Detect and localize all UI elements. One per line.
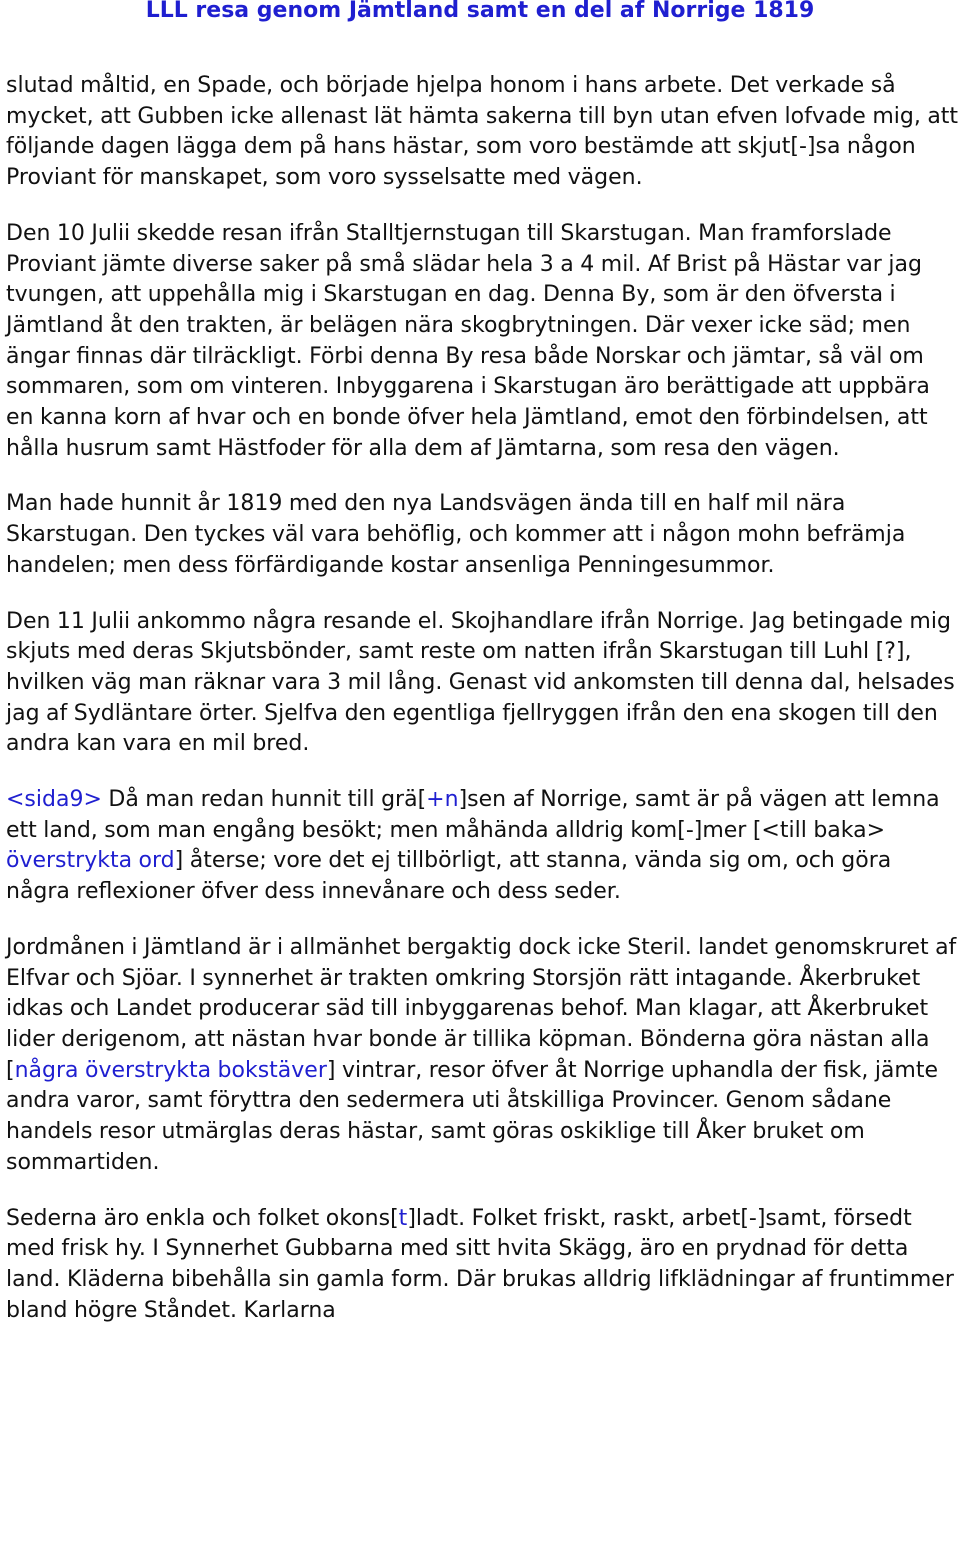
text-segment: ]ladt. Folket friskt, raskt, arbet[-]samt, försedt med frisk hy. I Synnerhet Gubbarna med sitt hvita Skägg, äro en prydnad för detta land. Kläderna bibehålla sin gamla form. Där brukas alldrig lifklädningar af fruntimmer bland högre Ståndet. Karlarna — [6, 1205, 954, 1323]
editorial-annotation: överstrykta ord — [6, 848, 175, 874]
paragraph — [6, 489, 960, 581]
text-segment: ]sen af Norrige, samt är på vägen att lemna ett land, som man engång besökt; men måhända alldrig kom[-]mer [<till baka> — [6, 787, 940, 843]
document-body — [6, 71, 960, 1351]
paragraph — [6, 219, 960, 465]
paragraph — [6, 71, 960, 194]
text-segment: Sederna äro enkla och folket okons[ — [6, 1205, 399, 1231]
editorial-annotation: t — [398, 1205, 408, 1231]
paragraph — [6, 933, 960, 1179]
editorial-annotation: <sida9> — [6, 787, 102, 813]
editorial-annotation: några överstrykta bokstäver — [14, 1057, 327, 1083]
text-segment: Den 10 Julii skedde resan ifrån Stalltjernstugan till Skarstugan. Man framforslade Proviant jämte diverse saker på små slädar hela 3 a 4 mil. Af Brist på Hästar var jag tvungen, att uppehålla mig i Skarstugan en dag. Denna By, som är den öfversta i Jämtland åt den trakten, är belägen nära skogbrytningen. Där vexer icke säd; men ängar finnas där tilräckligt. Förbi denna By resa både Norskar och jämtar, så väl om sommaren, som om vinteren. Inbyggarena i Skarstugan äro berättigade att uppbära en kanna korn af hvar och en bonde öfver hela Jämtland, emot den förbindelsen, att hålla husrum samt Hästfoder för alla dem af Jämtarna, som resa den vägen. — [6, 220, 930, 461]
text-segment: ] vintrar, resor öfver åt Norrige uphandla der fisk, jämte andra varor, samt föryttra den sedermera uti åtskilliga Provincer. Genom sådane handels resor utmärglas deras hästar, samt göras oskiklige till Åker bruket om sommartiden. — [6, 1057, 939, 1175]
paragraph — [6, 1204, 960, 1327]
text-segment: ] återse; vore det ej tillbörligt, att stanna, vända sig om, och göra några reflexioner öfver dess innevånare och dess seder. — [6, 848, 892, 905]
text-segment: Den 11 Julii ankommo några resande el. Skojhandlare ifrån Norrige. Jag betingade mig skjuts med deras Skjutsbönder, samt reste om natten ifrån Skarstugan till Luhl [?], hvilken väg man räknar vara 3 mil lång. Genast vid ankomsten till denna dal, helsades jag af Sydläntare örter. Sjelfva den egentliga fjellryggen ifrån den ena skogen till den andra kan vara en mil bred. — [6, 608, 955, 757]
document-title: LLL resa genom Jämtland samt en del af Norrige 1819 — [145, 0, 815, 23]
editorial-annotation: +n — [426, 787, 459, 813]
text-segment: Jordmånen i Jämtland är i allmänhet bergaktig dock icke Steril. landet genomskruret af Elfvar och Sjöar. I synnerhet är trakten omkring Storsjön rätt intagande. Åkerbruket idkas och Landet producerar säd till inbyggarenas behof. Man klagar, att Åkerbruket lider derigenom, att nästan hvar bonde är tillika köpman. Bönderna göra nästan alla [ — [6, 934, 957, 1083]
paragraph — [6, 607, 960, 761]
text-segment: Man hade hunnit år 1819 med den nya Landsvägen ända till en half mil nära Skarstugan. Den tyckes väl vara behöflig, och kommer att i någon mohn befrämja handelen; men dess förfärdigande kostar ansenliga Penningesummor. — [6, 491, 906, 578]
text-segment: Då man redan hunnit till grä[ — [101, 787, 427, 813]
text-segment: slutad måltid, en Spade, och började hjelpa honom i hans arbete. Det verkade så mycket, att Gubben icke allenast lät hämta sakerna till byn utan efven lofvade mig, att följande dagen lägga dem på hans hästar, som voro bestämde att skjut[-]sa någon Proviant för manskapet, som voro sysselsatte med vägen. — [6, 73, 959, 191]
paragraph — [6, 785, 960, 908]
